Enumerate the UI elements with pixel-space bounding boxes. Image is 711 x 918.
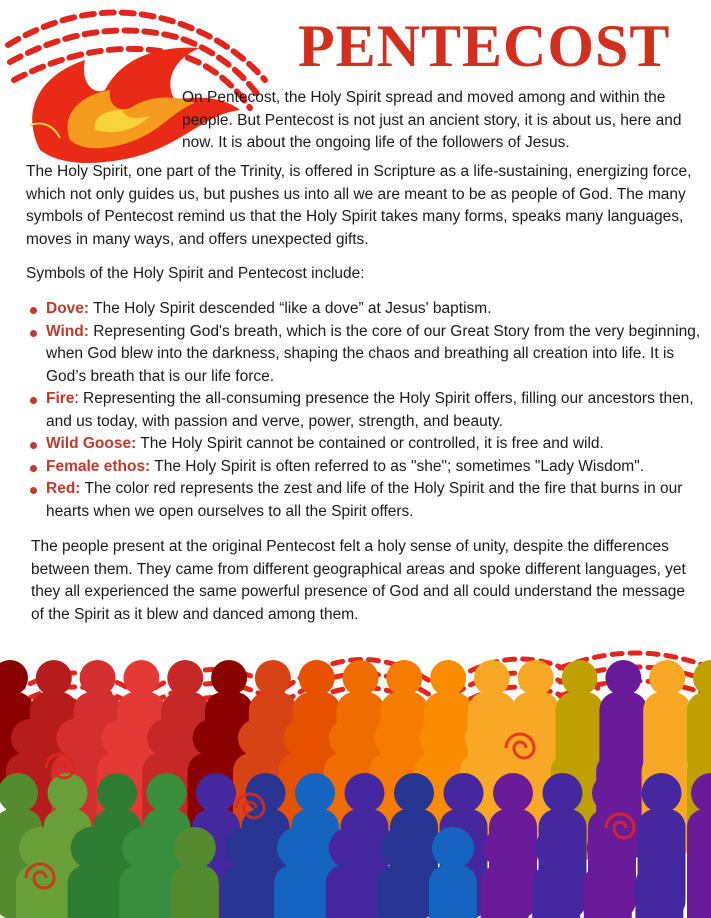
symbol-term: Red: [46,480,81,497]
symbol-term: Wild Goose: [46,435,137,452]
bullet-icon [30,487,37,494]
list-item [26,456,706,479]
symbol-description: : Representing the all-consuming presence the Holy Spirit offers, filling our ancestors then, and us today, with passion and verve, power, strength, and beauty. [46,390,694,430]
closing-paragraph: The people present at the original Pentecost felt a holy sense of unity, despite the differences between them. They came from different geographical areas and spoke different languages, yet they all experienced the same powerful presence of God and all could understand the message of the Spirit as it blew and danced among them. [31,538,686,623]
symbol-term: Wind: [46,322,89,340]
bullet-icon [30,465,37,472]
list-item [26,433,706,456]
bullet-icon [30,397,37,404]
symbol-term: Dove: [46,300,90,317]
bullet-icon [30,442,37,449]
bullet-icon [30,330,37,337]
list-item [26,321,706,389]
symbols-heading: Symbols of the Holy Spirit and Pentecost include: [26,265,365,282]
symbol-description: The Holy Spirit descended “like a dove” at Jesus' baptism. [89,300,492,317]
symbol-term: Fire [46,390,75,407]
body-paragraph: The Holy Spirit, one part of the Trinity, is offered in Scripture as a life-sustaining, energizing force, which not only guides us, but pushes us into all we are meant to be as people of God. The many symbols of Pentecost remind us that the Holy Spirit takes many forms, speaks many languages, moves in many ways, and offers unexpected gifts. [26,163,692,248]
symbol-description: The Holy Spirit is often referred to as "she"; sometimes "Lady Wisdom". [150,457,645,475]
list-item [26,388,706,433]
list-item [26,298,706,321]
intro-paragraph: On Pentecost, the Holy Spirit spread and moved among and within the people. But Pentecost is not just an ancient story, it is about us, here and now. It is about the ongoing life of the followers of Jesus. [182,89,682,151]
symbol-description: Representing God's breath, which is the core of our Great Story from the very beginning, when God blew into the darkness, shaping the chaos and breathing all creation into life. It is God’s breath that is our life force. [46,322,701,385]
bullet-icon [30,307,37,314]
crowd-illustration [0,628,711,918]
symbol-description: The color red represents the zest and life of the Holy Spirit and the fire that burns in our hearts when we open ourselves to all the Spirit offers. [46,480,683,520]
symbols-list [26,298,706,523]
page-title: PENTECOST [298,13,671,79]
list-item [26,478,706,523]
symbol-description: The Holy Spirit cannot be contained or controlled, it is free and wild. [136,435,604,452]
symbol-term: Female ethos: [46,457,151,475]
